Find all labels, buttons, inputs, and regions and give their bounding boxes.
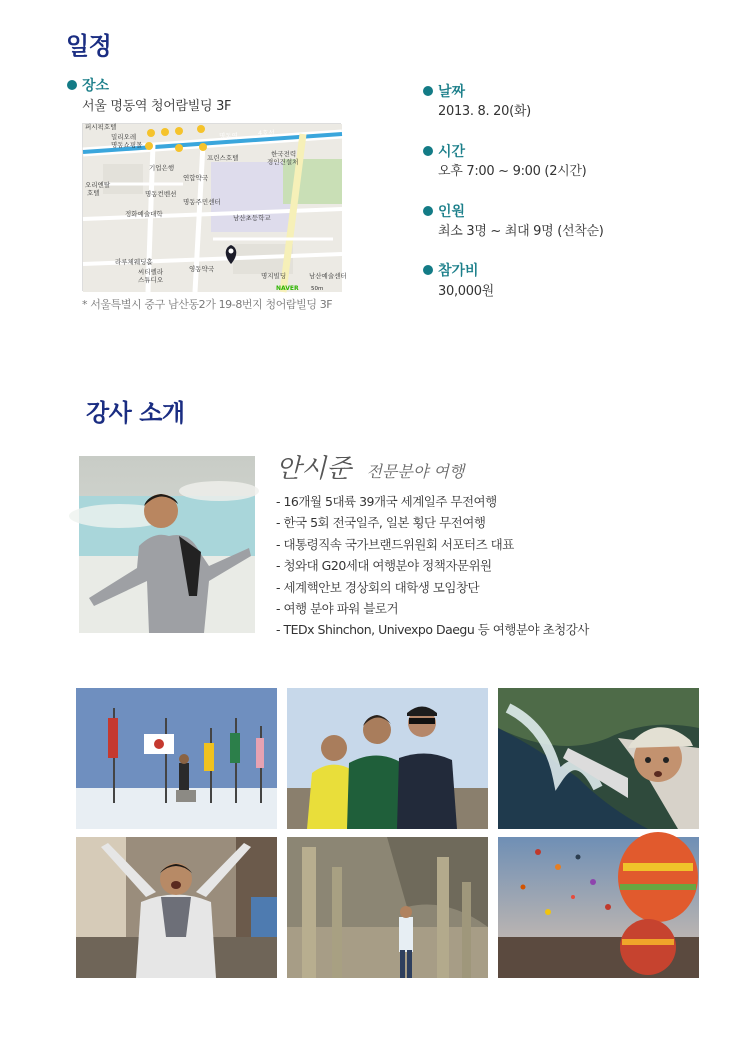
time-value: 오후 7:00 ~ 9:00 (2시간)	[438, 164, 587, 179]
map-label: 호텔	[87, 189, 100, 197]
travel-photo-waterfall	[498, 688, 699, 829]
speaker-portrait	[79, 456, 255, 633]
bullet-dot-icon	[423, 146, 433, 156]
speaker-heading: 강사 소개	[86, 399, 185, 427]
map-label: 퍼시픽호텔	[85, 123, 117, 131]
people-value: 최소 3명 ~ 최대 9명 (선착순)	[438, 224, 604, 239]
speaker-name: 안시준	[276, 454, 352, 484]
map-label: 남산예술센터	[309, 272, 347, 280]
map-scale: 50m	[311, 286, 324, 292]
bio-item: - 대통령직속 국가브랜드위원회 서포터즈 대표	[276, 536, 514, 552]
fee-label	[423, 260, 479, 280]
bullet-dot-icon	[423, 86, 433, 96]
bullet-dot-icon	[423, 265, 433, 275]
map-label: 명동쇼핑몰	[111, 141, 143, 149]
schedule-heading: 일정	[66, 32, 112, 60]
map-label: 스튜디오	[138, 276, 164, 284]
travel-photo-market	[76, 837, 277, 978]
fee-label-text: 참가비	[438, 263, 479, 279]
bullet-dot-icon	[67, 80, 77, 90]
map-graphic	[83, 123, 347, 292]
time-label	[423, 141, 465, 161]
bio-item: - 16개월 5대륙 39개국 세계일주 무전여행	[276, 494, 497, 509]
map-label: 남산초등학교	[233, 214, 271, 222]
map-label: 한국전력	[271, 150, 297, 158]
map-label: 기업은행	[149, 164, 175, 172]
map-label: 연합약국	[183, 174, 209, 182]
map-label: 경인건설처	[267, 158, 299, 166]
date-value: 2013. 8. 20(화)	[438, 104, 531, 119]
bio-item: - 세계핵안보 경상회의 대학생 모임창단	[276, 579, 480, 595]
map-label: 오리엔탈	[85, 181, 111, 189]
portrait-image	[79, 456, 255, 633]
bio-item: - TEDx Shinchon, Univexpo Daegu 등 여행분야 초청강사	[276, 622, 589, 638]
map-label: 씨티렐라	[138, 268, 164, 276]
map-label: 명동역	[219, 132, 238, 140]
map-label: 라루체웨딩홀	[115, 258, 153, 266]
date-label-text: 날짜	[438, 84, 466, 100]
bio-item: - 청와대 G20세대 여행분야 정책자문위원	[276, 558, 492, 574]
speaker-title	[276, 448, 464, 485]
travel-photo-friends	[287, 688, 488, 829]
map-label: 밀리오레	[111, 133, 137, 141]
bio-item: - 여행 분야 파워 블로거	[276, 601, 399, 617]
travel-photo-balloons	[498, 837, 699, 978]
map-label: 영동약국	[189, 265, 215, 273]
bullet-dot-icon	[423, 206, 433, 216]
speaker-bio	[276, 491, 589, 641]
speaker-field: 전문분야 여행	[366, 462, 465, 481]
fee-value: 30,000원	[438, 284, 494, 299]
people-label	[423, 201, 465, 221]
place-label-text: 장소	[82, 78, 110, 94]
map-label: 4호선	[258, 129, 275, 137]
map-label: 명동컨벤션	[145, 190, 177, 198]
travel-photo-cactus	[287, 837, 488, 978]
travel-photo-salt-flats	[76, 688, 277, 829]
time-label-text: 시간	[438, 144, 466, 160]
naver-logo: NAVER	[276, 285, 299, 292]
map-label: 명동주민센터	[183, 198, 221, 206]
place-label	[67, 75, 109, 95]
map-label: 명지빌딩	[261, 272, 287, 280]
map-label: 정화예술대학	[125, 210, 163, 218]
bio-item: - 한국 5회 전국일주, 일본 횡단 무전여행	[276, 515, 486, 531]
date-label	[423, 81, 465, 101]
location-map[interactable]	[82, 123, 347, 292]
address-footnote: * 서울특별시 중구 남산동2가 19-8번지 청어람빌딩 3F	[82, 298, 333, 311]
map-label: 프린스호텔	[207, 154, 239, 162]
people-label-text: 인원	[438, 204, 466, 220]
place-value: 서울 명동역 청어람빌딩 3F	[82, 99, 232, 114]
